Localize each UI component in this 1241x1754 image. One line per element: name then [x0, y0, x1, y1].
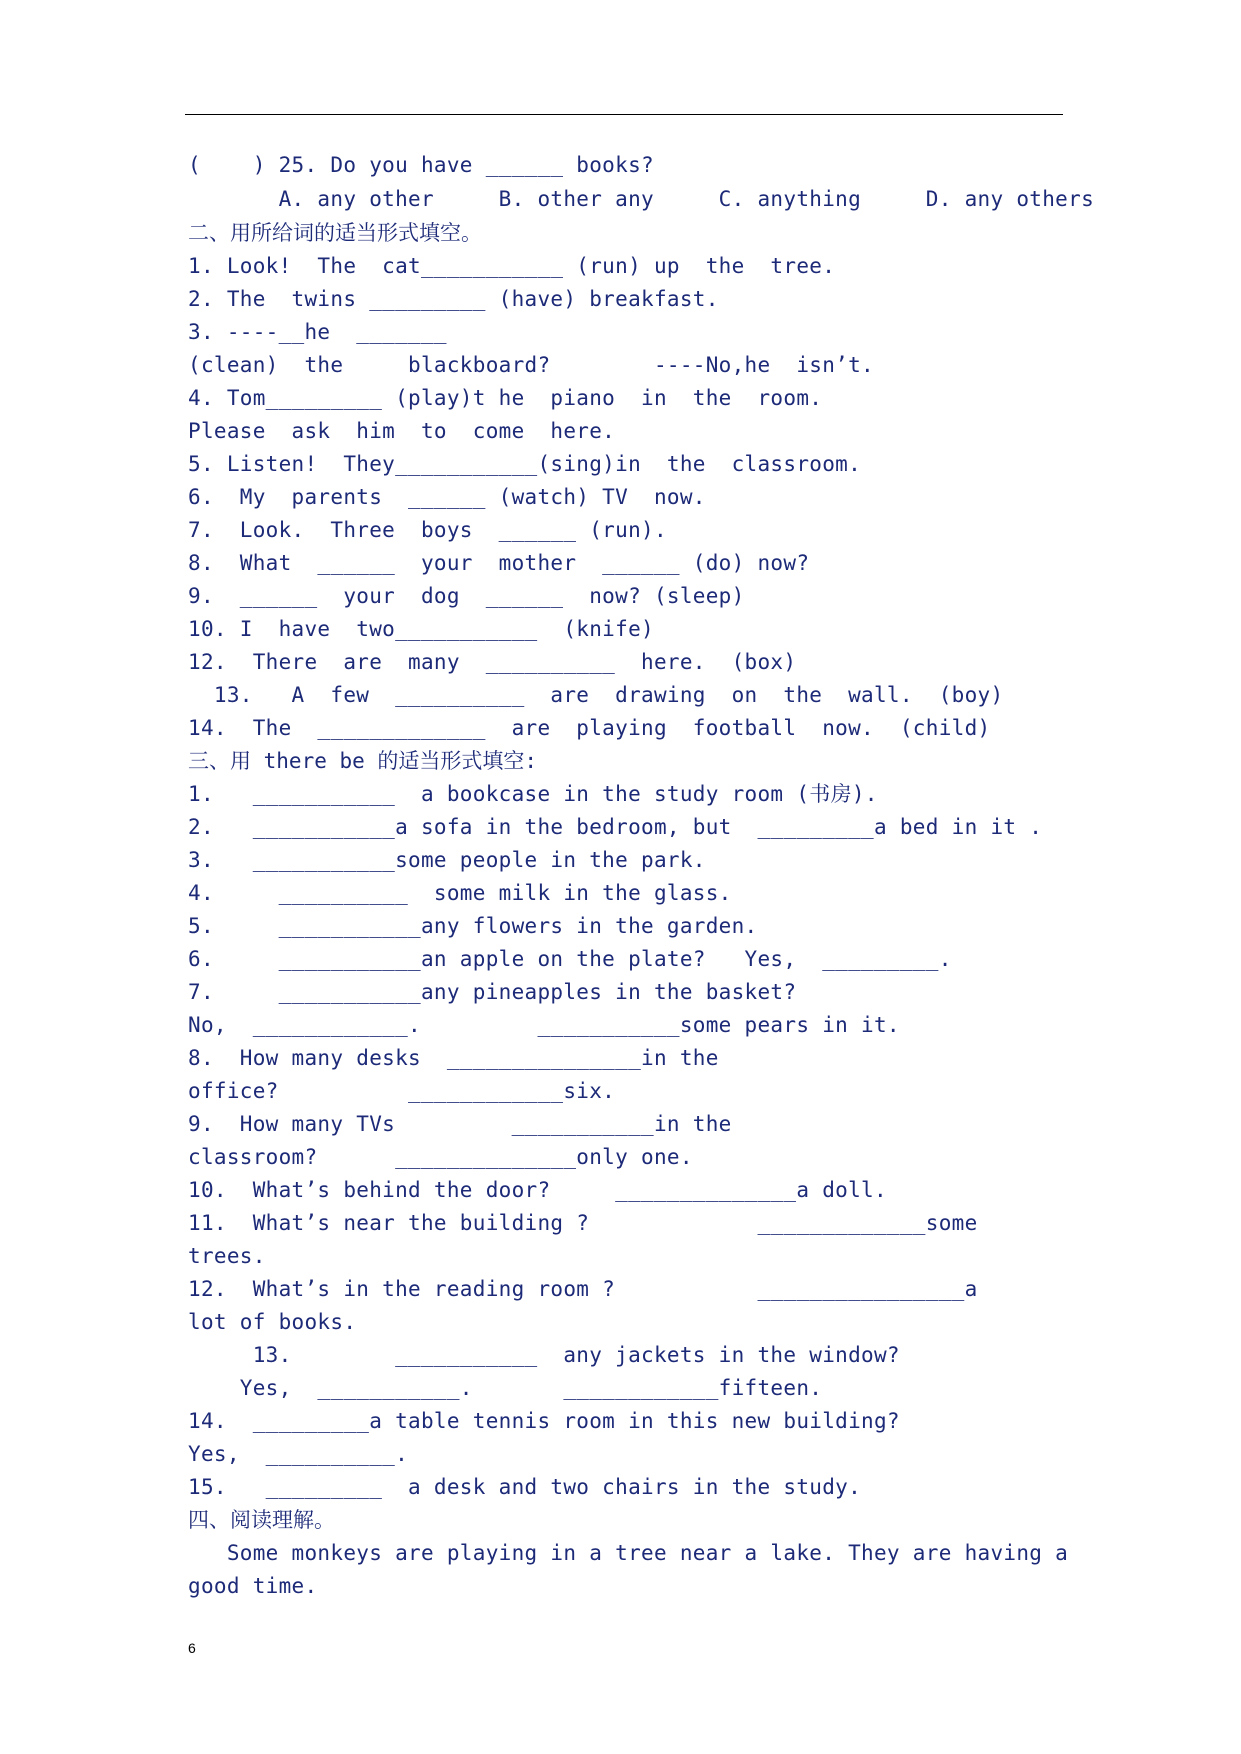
section-2-line: 12. There are many __________ here. (box) [188, 650, 797, 674]
section-2-line: 3. ----__he _______ [188, 320, 447, 344]
q25-stem: ( ) 25. Do you have ______ books? [188, 153, 654, 177]
section-2-line: 10. I have two___________ (knife) [188, 617, 654, 641]
section-2-line: 1. Look! The cat___________ (run) up the tree. [188, 254, 836, 278]
section-3-line: 5. ___________any flowers in the garden. [188, 914, 758, 938]
section-3-line: trees. [188, 1244, 266, 1268]
section-3-line: 14. _________a table tennis room in this new building? [188, 1409, 900, 1433]
section-2-line: (clean) the blackboard? ----No,he isn’t. [188, 353, 874, 377]
section-3-line: 11. What’s near the building ? _____________some [188, 1211, 978, 1235]
section-3-line: Yes, ___________. ____________fifteen. [188, 1376, 823, 1400]
section-3-heading: 三、用 there be 的适当形式填空: [188, 749, 538, 773]
section-3-line: 13. ___________ any jackets in the window? [188, 1343, 900, 1367]
section-4-heading: 四、阅读理解。 [188, 1508, 335, 1532]
section-3-line: 2. ___________a sofa in the bedroom, but _________a bed in it . [188, 815, 1043, 839]
section-2-line: 2. The twins _________ (have) breakfast. [188, 287, 719, 311]
section-2-line: 13. A few __________ are drawing on the wall. (boy) [188, 683, 1004, 707]
section-3-line: 10. What’s behind the door? ______________a doll. [188, 1178, 887, 1202]
section-3-line: lot of books. [188, 1310, 357, 1334]
section-2-heading: 二、用所给词的适当形式填空。 [188, 221, 482, 245]
section-2-line: 7. Look. Three boys ______ (run). [188, 518, 667, 542]
section-3-line: 1. ___________ a bookcase in the study room (书房). [188, 782, 878, 806]
page-number: 6 [188, 1640, 196, 1656]
section-2-line: 9. ______ your dog ______ now? (sleep) [188, 584, 745, 608]
section-3-line: 3. ___________some people in the park. [188, 848, 706, 872]
section-3-line: 7. ___________any pineapples in the basket? [188, 980, 797, 1004]
section-3-line: 8. How many desks _______________in the [188, 1046, 719, 1070]
section-2-line: 8. What ______ your mother ______ (do) now? [188, 551, 810, 575]
section-4-passage-line: good time. [188, 1574, 318, 1598]
section-3-line: 6. ___________an apple on the plate? Yes, _________. [188, 947, 952, 971]
section-3-line: 9. How many TVs ___________in the [188, 1112, 732, 1136]
section-3-line: Yes, __________. [188, 1442, 409, 1466]
section-4-passage-line: Some monkeys are playing in a tree near a lake. They are having a [188, 1541, 1069, 1565]
section-3-line: No, ____________. ___________some pears in it. [188, 1013, 900, 1037]
section-2-line: Please ask him to come here. [188, 419, 616, 443]
section-2-line: 14. The _____________ are playing football now. (child) [188, 716, 991, 740]
section-3-line: 12. What’s in the reading room ? ________________a [188, 1277, 978, 1301]
section-3-line: 4. __________ some milk in the glass. [188, 881, 732, 905]
section-3-line: classroom? ______________only one. [188, 1145, 693, 1169]
section-2-line: 5. Listen! They___________(sing)in the classroom. [188, 452, 862, 476]
q25-options: A. any other B. other any C. anything D. any others [188, 187, 1095, 211]
header-rule [185, 114, 1063, 115]
section-2-line: 4. Tom_________ (play)t he piano in the room. [188, 386, 823, 410]
section-3-line: office? ____________six. [188, 1079, 616, 1103]
section-3-line: 15. _________ a desk and two chairs in the study. [188, 1475, 862, 1499]
section-2-line: 6. My parents ______ (watch) TV now. [188, 485, 706, 509]
